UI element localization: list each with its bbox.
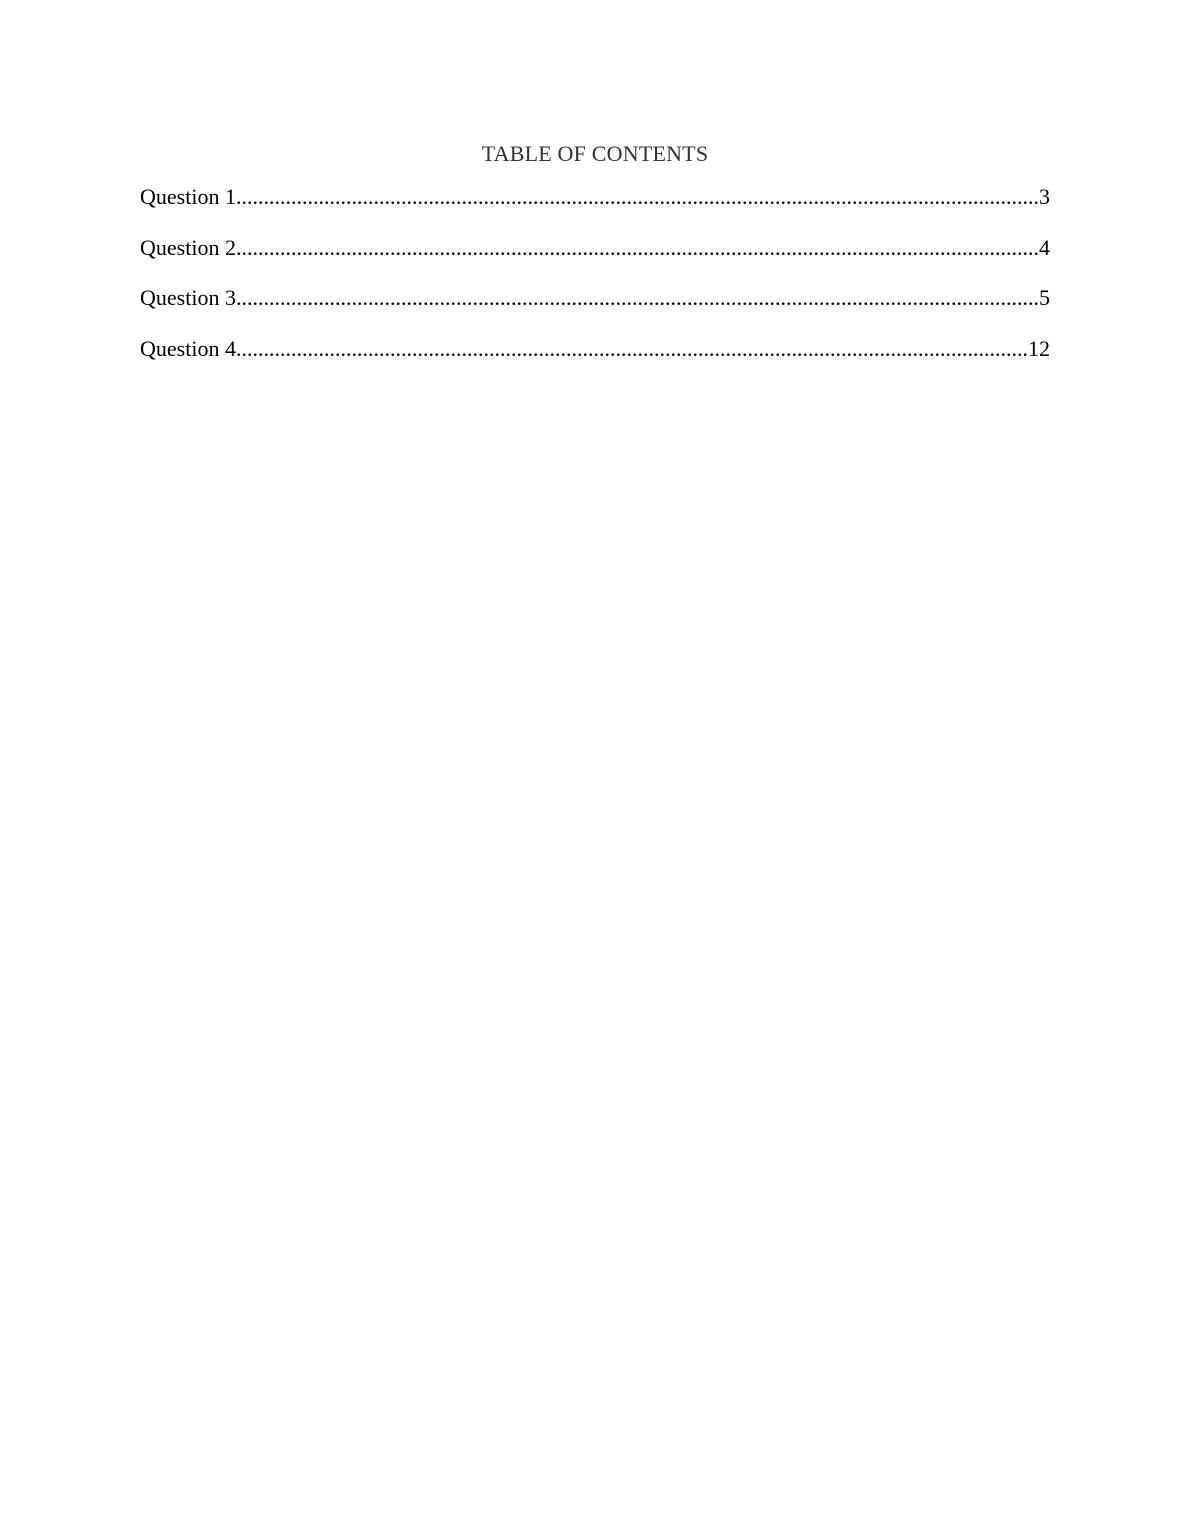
toc-page-number: 4 [1039,234,1050,260]
toc-entry-label: Question 4 [140,335,236,361]
toc-entry-label: Question 3 [140,285,236,310]
toc-entry-label: Question 2 [140,234,236,260]
toc-entry[interactable] [140,335,1050,386]
toc-entry[interactable] [140,183,1050,234]
toc-dot-leader [236,284,1039,312]
toc-title: TABLE OF CONTENTS [481,141,709,166]
toc-dot-leader [236,183,1039,211]
toc-entry-label: Question 1 [140,184,236,209]
toc-entry[interactable] [140,284,1050,335]
toc-list [140,183,1050,385]
toc-page-number: 5 [1039,285,1050,310]
toc-entry[interactable] [140,234,1050,285]
toc-page-number: 12 [1028,335,1050,361]
toc-dot-leader [236,335,1028,363]
toc-page-number: 3 [1039,184,1050,209]
toc-dot-leader [236,234,1039,262]
